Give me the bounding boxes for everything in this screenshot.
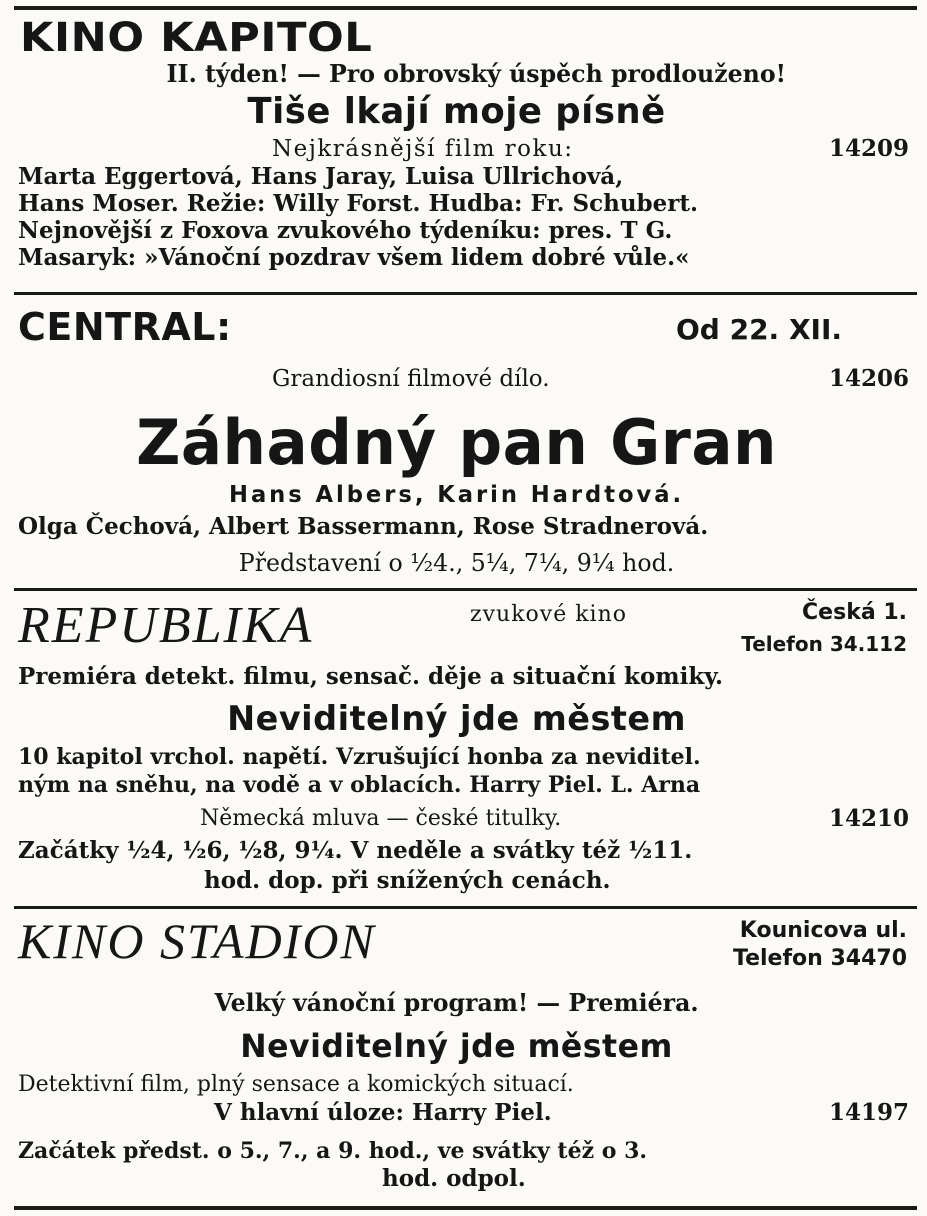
address: Kounicova ul. (739, 918, 907, 943)
bottom-rule (14, 1206, 917, 1210)
program: Velký vánoční program! — Premiéra. (214, 988, 699, 1017)
cinema-type: zvukové kino (470, 602, 627, 627)
ad-number: 14210 (828, 805, 909, 832)
date: Od 22. XII. (676, 313, 843, 346)
ad-number: 14197 (828, 1099, 909, 1126)
cinema-name: REPUBLIKA (18, 597, 314, 654)
ad-number: 14206 (828, 365, 909, 392)
times-line-1: Začátky ½4, ½6, ½8, 9¼. V neděle a svátky též ½11. (18, 837, 693, 864)
cast-line-2: Olga Čechová, Albert Bassermann, Rose Stradnerová. (18, 513, 709, 540)
cinema-name: KINO KAPITOL (20, 15, 373, 61)
cast-text: Marta Eggertová, Hans Jaray, Luisa Ullrichová, (18, 163, 624, 190)
intro: Premiéra detekt. filmu, sensač. děje a situační komiky. (18, 663, 724, 690)
ad-number: 14209 (828, 135, 909, 162)
phone: Telefon 34.112 (741, 632, 907, 656)
phone: Telefon 34470 (732, 946, 907, 971)
address: Česká 1. (802, 600, 907, 625)
film-title: Záhadný pan Gran (136, 406, 778, 479)
language: Německá mluva — české titulky. (200, 806, 562, 831)
times-line-1: Začátek předst. o 5., 7., a 9. hod., ve svátky též o 3. (18, 1138, 648, 1164)
divider-2 (14, 588, 917, 591)
cast-line-1 (18, 164, 911, 190)
desc-line-2: V hlavní úloze: Harry Piel. (214, 1099, 552, 1126)
desc-line-2: ným na sněhu, na vodě a v oblacích. Harry Piel. L. Arna (18, 772, 701, 798)
week-note: II. týden! — Pro obrovský úspěch prodlouženo! (166, 59, 786, 88)
newsreel-line-1: Nejnovější z Foxova zvukového týdeníku: pres. T G. (18, 217, 673, 244)
film-title: Neviditelný jde městem (227, 699, 686, 739)
desc-line-1: 10 kapitol vrchol. napětí. Vzrušující honba za neviditel. (18, 744, 701, 770)
top-rule (14, 6, 917, 10)
cinema-name: CENTRAL: (18, 305, 232, 349)
subtitle: Nejkrásnější film roku: (272, 136, 574, 162)
times-line-2: hod. dop. při snížených cenách. (204, 867, 611, 894)
subtitle: Grandiosní filmové dílo. (272, 366, 550, 392)
film-title: Neviditelný jde městem (240, 1027, 673, 1065)
desc-line-1: Detektivní film, plný sensace a komických situací. (18, 1072, 574, 1097)
divider-1 (14, 292, 917, 295)
cast-line-2: Hans Moser. Režie: Willy Forst. Hudba: Fr. Schubert. (18, 190, 699, 217)
times-line-2: hod. odpol. (382, 1165, 526, 1192)
divider-3 (14, 906, 917, 909)
showtimes: Představení o ½4., 5¼, 7¼, 9¼ hod. (238, 549, 675, 577)
cinema-name: KINO STADION (18, 913, 376, 969)
film-title: Tiše lkají moje písně (247, 91, 666, 132)
newsreel-line-2: Masaryk: »Vánoční pozdrav všem lidem dobré vůle.« (18, 244, 690, 271)
cast-line-1: Hans Albers, Karin Hardtová. (229, 482, 685, 508)
